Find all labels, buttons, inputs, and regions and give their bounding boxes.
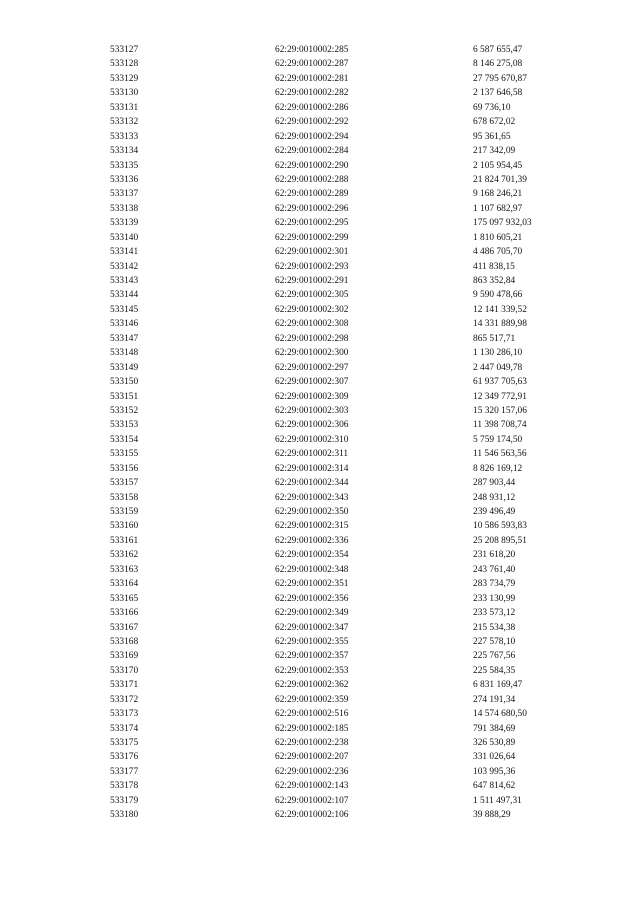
cadastral-number-cell: 62:29:0010002:294: [275, 131, 349, 142]
row-id-cell: 533156: [110, 463, 139, 474]
value-cell: 1 107 682,97: [473, 203, 523, 214]
value-cell: 231 618,20: [473, 550, 516, 561]
cadastral-number-cell: 62:29:0010002:287: [275, 59, 349, 70]
cadastral-number-cell: 62:29:0010002:344: [275, 478, 349, 489]
row-id-cell: 533130: [110, 88, 139, 99]
row-id-cell: 533152: [110, 405, 139, 416]
value-cell: 39 888,29: [473, 810, 511, 821]
cadastral-number-cell: 62:29:0010002:292: [275, 117, 349, 128]
table-row: [110, 72, 583, 86]
table-row: [110, 649, 583, 663]
cadastral-number-cell: 62:29:0010002:291: [275, 276, 349, 286]
row-id-cell: 533162: [110, 550, 139, 561]
cadastral-number-cell: 62:29:0010002:351: [275, 579, 349, 590]
table-row: [110, 43, 583, 57]
value-cell: 8 146 275,08: [473, 59, 523, 70]
table-row: [110, 577, 583, 591]
table-row: [110, 216, 583, 230]
row-id-cell: 533170: [110, 665, 139, 676]
cadastral-number-cell: 62:29:0010002:347: [275, 622, 349, 633]
cadastral-number-cell: 62:29:0010002:289: [275, 189, 349, 200]
value-cell: 61 937 705,63: [473, 377, 527, 388]
table-row: [110, 288, 583, 302]
table-row: [110, 491, 583, 505]
cadastral-number-cell: 62:29:0010002:355: [275, 636, 349, 647]
value-cell: 27 795 670,87: [473, 73, 527, 84]
cadastral-number-cell: 62:29:0010002:297: [275, 362, 349, 373]
value-cell: 248 931,12: [473, 492, 516, 503]
cadastral-number-cell: 62:29:0010002:107: [275, 795, 349, 806]
cadastral-number-cell: 62:29:0010002:238: [275, 738, 349, 748]
row-id-cell: 533142: [110, 261, 139, 272]
value-cell: 331 026,64: [473, 752, 516, 763]
row-id-cell: 533148: [110, 348, 139, 359]
value-cell: 2 137 646,58: [473, 88, 523, 99]
cadastral-number-cell: 62:29:0010002:336: [275, 535, 349, 546]
row-id-cell: 533153: [110, 420, 139, 431]
cadastral-number-cell: 62:29:0010002:311: [275, 449, 349, 460]
table-row: [110, 332, 583, 346]
table-row: [110, 779, 583, 793]
cadastral-number-cell: 62:29:0010002:348: [275, 564, 349, 575]
table-row: [110, 86, 583, 100]
table-row: [110, 375, 583, 389]
value-cell: 11 546 563,56: [473, 449, 527, 460]
table-row: [110, 404, 583, 418]
table-row: [110, 606, 583, 620]
row-id-cell: 533138: [110, 203, 139, 214]
cadastral-number-cell: 62:29:0010002:296: [275, 203, 349, 214]
cadastral-number-cell: 62:29:0010002:281: [275, 73, 349, 84]
row-id-cell: 533145: [110, 304, 139, 315]
table-row: [110, 621, 583, 635]
row-id-cell: 533146: [110, 319, 139, 330]
cadastral-number-cell: 62:29:0010002:298: [275, 333, 349, 344]
value-cell: 11 398 708,74: [473, 420, 527, 431]
value-cell: 678 672,02: [473, 117, 516, 128]
table-row: [110, 563, 583, 577]
cadastral-number-cell: 62:29:0010002:307: [275, 377, 349, 388]
value-cell: 21 824 701,39: [473, 174, 527, 185]
cadastral-number-cell: 62:29:0010002:295: [275, 218, 349, 229]
row-id-cell: 533159: [110, 507, 139, 517]
value-cell: 863 352,84: [473, 276, 516, 286]
row-id-cell: 533177: [110, 766, 139, 777]
table-row: [110, 231, 583, 245]
row-id-cell: 533164: [110, 579, 139, 590]
cadastral-number-cell: 62:29:0010002:143: [275, 781, 349, 792]
table-row: [110, 130, 583, 144]
row-id-cell: 533168: [110, 636, 139, 647]
row-id-cell: 533160: [110, 521, 139, 532]
row-id-cell: 533150: [110, 377, 139, 388]
table-row: [110, 519, 583, 533]
row-id-cell: 533129: [110, 73, 139, 84]
cadastral-number-cell: 62:29:0010002:293: [275, 261, 349, 272]
value-cell: 2 105 954,45: [473, 160, 523, 171]
value-cell: 326 530,89: [473, 738, 516, 748]
cadastral-number-cell: 62:29:0010002:356: [275, 593, 349, 604]
value-cell: 233 130,99: [473, 593, 516, 604]
row-id-cell: 533163: [110, 564, 139, 575]
row-id-cell: 533128: [110, 59, 139, 70]
cadastral-number-cell: 62:29:0010002:362: [275, 680, 349, 691]
row-id-cell: 533161: [110, 535, 139, 546]
cadastral-number-cell: 62:29:0010002:236: [275, 766, 349, 777]
cadastral-number-cell: 62:29:0010002:207: [275, 752, 349, 763]
row-id-cell: 533179: [110, 795, 139, 806]
row-id-cell: 533154: [110, 434, 139, 445]
row-id-cell: 533134: [110, 146, 139, 157]
row-id-cell: 533155: [110, 449, 139, 460]
table-row: [110, 260, 583, 274]
cadastral-number-cell: 62:29:0010002:354: [275, 550, 349, 561]
table-row: [110, 101, 583, 115]
value-cell: 2 447 049,78: [473, 362, 523, 373]
cadastral-number-cell: 62:29:0010002:353: [275, 665, 349, 676]
cadastral-number-cell: 62:29:0010002:310: [275, 434, 349, 445]
value-cell: 103 995,36: [473, 766, 516, 777]
row-id-cell: 533169: [110, 651, 139, 662]
table-row: [110, 390, 583, 404]
table-body: [110, 43, 583, 823]
cadastral-number-cell: 62:29:0010002:185: [275, 723, 349, 734]
table-row: [110, 447, 583, 461]
row-id-cell: 533178: [110, 781, 139, 792]
table-row: [110, 678, 583, 692]
row-id-cell: 533166: [110, 608, 139, 619]
cadastral-number-cell: 62:29:0010002:285: [275, 45, 349, 55]
row-id-cell: 533136: [110, 174, 139, 185]
value-cell: 5 759 174,50: [473, 434, 523, 445]
row-id-cell: 533174: [110, 723, 139, 734]
row-id-cell: 533173: [110, 709, 139, 720]
value-cell: 175 097 932,03: [473, 218, 532, 229]
value-cell: 217 342,09: [473, 146, 516, 157]
cadastral-number-cell: 62:29:0010002:302: [275, 304, 349, 315]
table-row: [110, 693, 583, 707]
table-row: [110, 592, 583, 606]
value-cell: 95 361,65: [473, 131, 511, 142]
cadastral-number-cell: 62:29:0010002:299: [275, 232, 349, 243]
table-row: [110, 505, 583, 519]
cadastral-number-cell: 62:29:0010002:290: [275, 160, 349, 171]
value-cell: 9 590 478,66: [473, 290, 523, 301]
row-id-cell: 533176: [110, 752, 139, 763]
row-id-cell: 533147: [110, 333, 139, 344]
value-cell: 14 331 889,98: [473, 319, 527, 330]
table-row: [110, 418, 583, 432]
table-row: [110, 57, 583, 71]
value-cell: 215 534,38: [473, 622, 516, 633]
cadastral-number-cell: 62:29:0010002:306: [275, 420, 349, 431]
table-row: [110, 303, 583, 317]
table-row: [110, 808, 583, 822]
value-cell: 6 587 655,47: [473, 45, 523, 55]
value-cell: 15 320 157,06: [473, 405, 527, 416]
row-id-cell: 533149: [110, 362, 139, 373]
value-cell: 233 573,12: [473, 608, 516, 619]
table-row: [110, 462, 583, 476]
value-cell: 239 496,49: [473, 507, 516, 517]
table-row: [110, 664, 583, 678]
row-id-cell: 533165: [110, 593, 139, 604]
row-id-cell: 533180: [110, 810, 139, 821]
table-row: [110, 476, 583, 490]
cadastral-number-cell: 62:29:0010002:301: [275, 247, 349, 258]
value-cell: 12 141 339,52: [473, 304, 527, 315]
value-cell: 69 736,10: [473, 102, 511, 113]
value-cell: 1 810 605,21: [473, 232, 523, 243]
value-cell: 225 767,56: [473, 651, 516, 662]
table-row: [110, 144, 583, 158]
table-row: [110, 635, 583, 649]
cadastral-number-cell: 62:29:0010002:282: [275, 88, 349, 99]
table-row: [110, 274, 583, 288]
cadastral-number-cell: 62:29:0010002:284: [275, 146, 349, 157]
value-cell: 14 574 680,50: [473, 709, 527, 720]
table-row: [110, 115, 583, 129]
value-cell: 4 486 705,70: [473, 247, 523, 258]
cadastral-number-cell: 62:29:0010002:516: [275, 709, 349, 720]
row-id-cell: 533140: [110, 232, 139, 243]
cadastral-number-cell: 62:29:0010002:286: [275, 102, 349, 113]
row-id-cell: 533143: [110, 276, 139, 286]
cadastral-number-cell: 62:29:0010002:300: [275, 348, 349, 359]
row-id-cell: 533127: [110, 45, 139, 55]
row-id-cell: 533172: [110, 694, 139, 705]
cadastral-number-cell: 62:29:0010002:359: [275, 694, 349, 705]
value-cell: 287 903,44: [473, 478, 516, 489]
table-row: [110, 534, 583, 548]
row-id-cell: 533175: [110, 738, 139, 748]
table-row: [110, 794, 583, 808]
value-cell: 647 814,62: [473, 781, 516, 792]
table-row: [110, 173, 583, 187]
table-row: [110, 548, 583, 562]
value-cell: 274 191,34: [473, 694, 516, 705]
value-cell: 10 586 593,83: [473, 521, 527, 532]
cadastral-number-cell: 62:29:0010002:357: [275, 651, 349, 662]
row-id-cell: 533135: [110, 160, 139, 171]
row-id-cell: 533133: [110, 131, 139, 142]
table-row: [110, 433, 583, 447]
row-id-cell: 533167: [110, 622, 139, 633]
table-row: [110, 159, 583, 173]
table-row: [110, 346, 583, 360]
table-row: [110, 317, 583, 331]
table-row: [110, 202, 583, 216]
table-row: [110, 750, 583, 764]
table-row: [110, 722, 583, 736]
table-row: [110, 707, 583, 721]
row-id-cell: 533141: [110, 247, 139, 258]
data-table: [110, 43, 583, 823]
cadastral-number-cell: 62:29:0010002:314: [275, 463, 349, 474]
cadastral-number-cell: 62:29:0010002:106: [275, 810, 349, 821]
value-cell: 12 349 772,91: [473, 391, 527, 402]
value-cell: 227 578,10: [473, 636, 516, 647]
row-id-cell: 533132: [110, 117, 139, 128]
cadastral-number-cell: 62:29:0010002:350: [275, 507, 349, 517]
table-row: [110, 187, 583, 201]
value-cell: 225 584,35: [473, 665, 516, 676]
table-row: [110, 736, 583, 750]
row-id-cell: 533151: [110, 391, 139, 402]
cadastral-number-cell: 62:29:0010002:288: [275, 174, 349, 185]
cadastral-number-cell: 62:29:0010002:305: [275, 290, 349, 301]
cadastral-number-cell: 62:29:0010002:309: [275, 391, 349, 402]
table-row: [110, 245, 583, 259]
value-cell: 283 734,79: [473, 579, 516, 590]
table-row: [110, 765, 583, 779]
value-cell: 25 208 895,51: [473, 535, 527, 546]
cadastral-number-cell: 62:29:0010002:308: [275, 319, 349, 330]
value-cell: 243 761,40: [473, 564, 516, 575]
cadastral-number-cell: 62:29:0010002:303: [275, 405, 349, 416]
cadastral-number-cell: 62:29:0010002:343: [275, 492, 349, 503]
row-id-cell: 533171: [110, 680, 139, 691]
row-id-cell: 533144: [110, 290, 139, 301]
row-id-cell: 533157: [110, 478, 139, 489]
cadastral-number-cell: 62:29:0010002:349: [275, 608, 349, 619]
value-cell: 1 511 497,31: [473, 795, 522, 806]
row-id-cell: 533139: [110, 218, 139, 229]
row-id-cell: 533131: [110, 102, 139, 113]
cadastral-number-cell: 62:29:0010002:315: [275, 521, 349, 532]
value-cell: 791 384,69: [473, 723, 516, 734]
value-cell: 9 168 246,21: [473, 189, 523, 200]
value-cell: 411 838,15: [473, 261, 515, 272]
value-cell: 865 517,71: [473, 333, 516, 344]
value-cell: 1 130 286,10: [473, 348, 523, 359]
table-row: [110, 361, 583, 375]
row-id-cell: 533137: [110, 189, 139, 200]
row-id-cell: 533158: [110, 492, 139, 503]
value-cell: 8 826 169,12: [473, 463, 523, 474]
value-cell: 6 831 169,47: [473, 680, 523, 691]
